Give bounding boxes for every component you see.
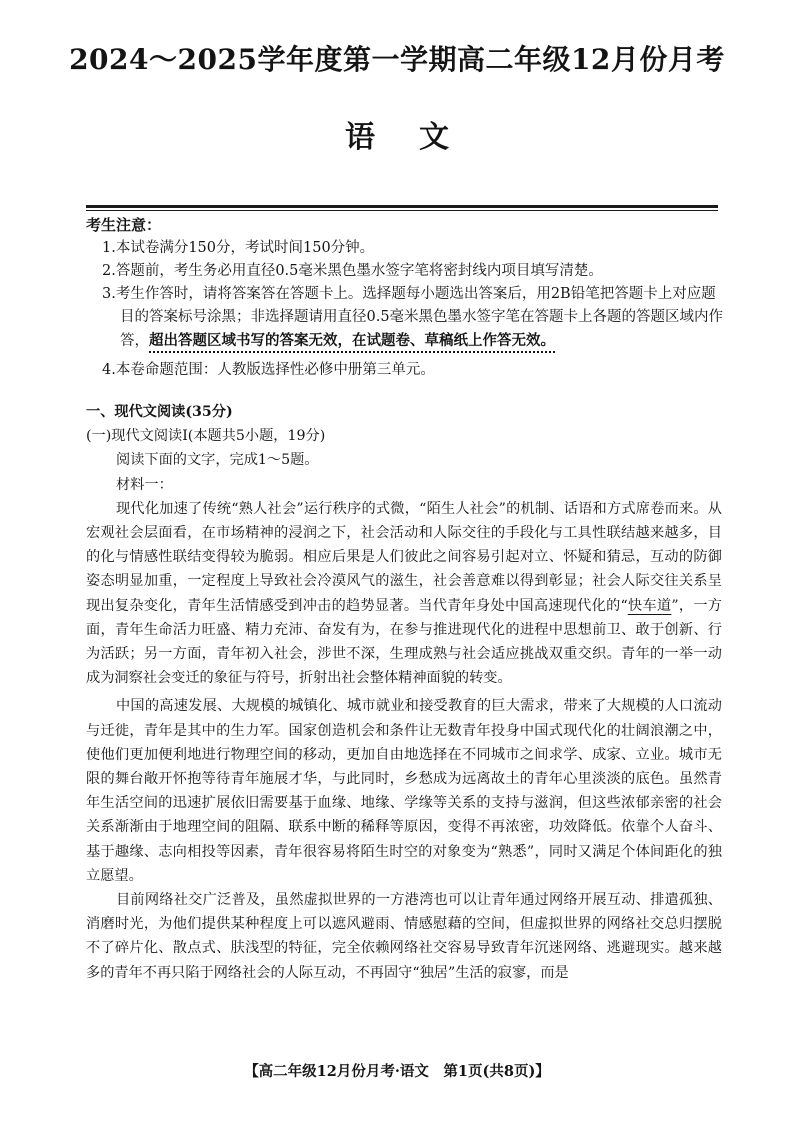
notice-heading: 考生注意： — [86, 216, 162, 234]
notice-item-3-text: 3.考生作答时，请将答案答在答题卡上。选择题每小题选出答案后，用2B铅笔把答题卡上对应题目的答案标号涂黑；非选择题请用直径0.5毫米黑色墨水签字笔在答题卡上各题的答题区域内作答， — [102, 286, 724, 349]
section-heading: 一、现代文阅读(35分) — [86, 404, 233, 420]
subject-title: 语文 — [345, 120, 493, 155]
material-label: 材料一： — [116, 476, 173, 493]
underlined-phrase: 快车道 — [627, 597, 672, 614]
notice-block — [86, 214, 726, 382]
notice-item-1: 1.本试卷满分150分，考试时间150分钟。 — [102, 240, 375, 256]
section-subheading: (一)现代文阅读Ⅰ(本题共5小题，19分) — [86, 428, 326, 445]
paragraph-1-part-b: ”，一方面，青年生命活力旺盛、精力充沛、奋发有为，在参与推进现代化的进程中思想前卫、敢于创新、行为活跃；另一方面，青年初入社会，涉世不深，生理成熟与社会适应挑战双重交织。青年的一举一动成为洞察社会变迁的象征与符号，折射出社会整体精神面貌的转变。 — [86, 597, 722, 687]
notice-item-2: 2.答题前，考生务必用直径0.5毫米黑色墨水签字笔将密封线内项目填写清楚。 — [102, 263, 603, 279]
paragraph-3: 目前网络社交广泛普及，虽然虚拟世界的一方港湾也可以让青年通过网络开展互动、排遣孤独、消磨时光，为他们提供某种程度上可以遮风避雨、情感慰藉的空间，但虚拟世界的网络社交总归摆脱不了碎片化、散点式、肤浅型的特征，完全依赖网络社交容易导致青年沉迷网络、逃避现实。越来越多的青年不再只陷于网络社会的人际互动，不再固守“独居”生活的寂寥，而是 — [86, 892, 722, 981]
notice-item-3 — [86, 283, 726, 353]
paragraph-1-part-a: 现代化加速了传统“熟人社会”运行秩序的式微，“陌生人社会”的机制、话语和方式席卷而来。从宏观社会层面看，在市场精神的浸润之下，社会活动和人际交往的手段化与工具性联结越来越多，目的化与情感性联结变得较为脆弱。相应后果是人们彼此之间容易引起对立、怀疑和猜忌，互动的防御姿态明显加重，一定程度上导致社会冷漠风气的滋生，社会善意难以得到彰显；社会人际交往关系呈现出复杂变化，青年生活情感受到冲击的趋势显著。当代青年身处中国高速现代化的“ — [86, 500, 722, 614]
reading-instruction: 阅读下面的文字，完成1～5题。 — [116, 452, 319, 469]
header-rule-thick — [86, 205, 718, 208]
reading-section — [86, 400, 722, 985]
notice-item-3-emphasis: 超出答题区域书写的答案无效，在试题卷、草稿纸上作答无效。 — [149, 332, 555, 349]
notice-item-4: 4.本卷命题范围：人教版选择性必修中册第三单元。 — [102, 362, 435, 378]
header-rule-thin — [86, 210, 718, 211]
paragraph-2: 中国的高速发展、大规模的城镇化、城市就业和接受教育的巨大需求，带来了大规模的人口流动与迁徙，青年是其中的生力军。国家创造机会和条件让无数青年投身中国式现代化的壮阔浪潮之中，使他们更加便利地进行物理空间的移动，更加自由地选择在不同城市之间求学、成家、立业。城市无限的舞台敞开怀抱等待青年施展才华，与此同时，乡愁成为远离故土的青年心里淡淡的底色。虽然青年生活空间的迅速扩展依旧需要基于血缘、地缘、学缘等关系的支持与滋润，但这些浓郁亲密的社会关系渐渐由于地理空间的阻隔、联系中断的稀释等原因，变得不再浓密，功效降低。依靠个人奋斗、基于趣缘、志向相投等因素，青年很容易将陌生时空的对象变为“熟悉”，同时又满足个体间距化的独立愿望。 — [86, 698, 722, 884]
page-footer: 【高二年级12月份月考·语文 第1页(共8页)】 — [244, 1063, 550, 1080]
paragraph-1 — [86, 497, 722, 691]
exam-title: 2024～2025学年度第一学期高二年级12月份月考 — [69, 43, 725, 76]
